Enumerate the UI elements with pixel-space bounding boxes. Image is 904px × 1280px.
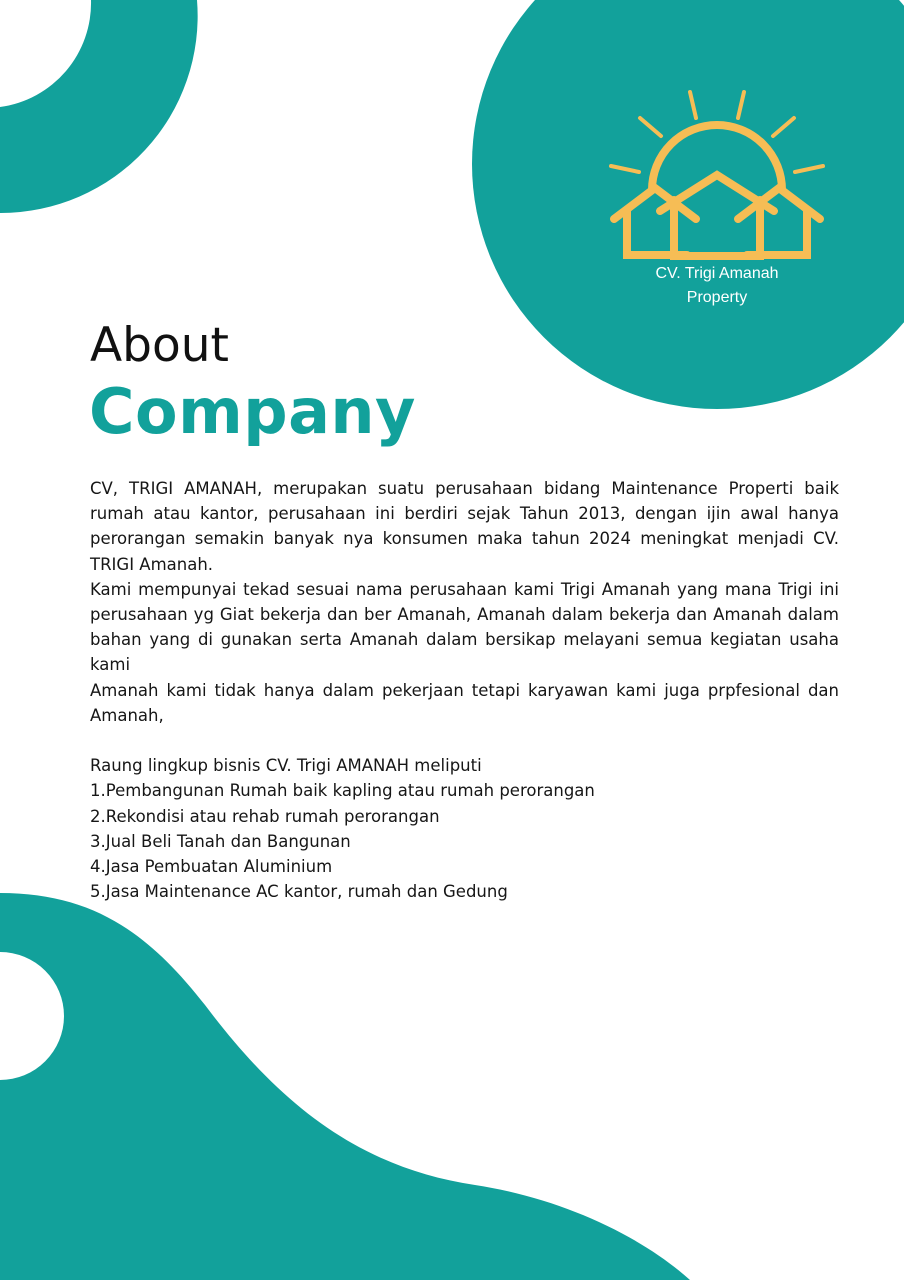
services-list (90, 778, 839, 904)
logo-caption-tagline: Property (686, 289, 748, 306)
heading-company: Company (89, 375, 416, 448)
logo-caption-company: CV. Trigi Amanah (655, 265, 779, 282)
sun-over-houses-logo (600, 80, 834, 270)
heading-about: About (90, 318, 229, 373)
intro-paragraph: CV, TRIGI AMANAH, merupakan suatu perusahaan bidang Maintenance Properti baik rumah atau kantor, perusahaan ini berdiri sejak Tahun 2013, dengan ijin awal hanya perorangan semakin banyak nya konsumen maka tahun 2024 meningkat menjadi CV. TRIGI Amanah. (90, 479, 839, 574)
mission-paragraph: Kami mempunyai tekad sesuai nama perusahaan kami Trigi Amanah yang mana Trigi ini perusahaan yg Giat bekerja dan ber Amanah, Amanah dalam bekerja dan Amanah dalam bahan yang di gunakan serta Amanah dalam bersikap melayani semua kegiatan usaha kami (90, 579, 839, 675)
top-left-ring-shape (0, 0, 198, 213)
service-item: 3.Jual Beli Tanah dan Bangunan (90, 831, 351, 851)
logo-caption (610, 262, 824, 310)
service-item: 1.Pembangunan Rumah baik kapling atau rumah perorangan (90, 781, 595, 801)
about-body (90, 476, 839, 904)
staff-paragraph: Amanah kami tidak hanya dalam pekerjaan tetapi karyawan kami juga prpfesional dan Amanah, (90, 680, 839, 725)
bottom-wave-shape (0, 893, 690, 1280)
services-intro: Raung lingkup bisnis CV. Trigi AMANAH meliputi (90, 756, 482, 776)
service-item: 5.Jasa Maintenance AC kantor, rumah dan Gedung (90, 882, 508, 902)
paragraph-spacer (90, 728, 839, 753)
service-item: 4.Jasa Pembuatan Aluminium (90, 857, 333, 877)
services-section (90, 753, 839, 904)
service-item: 2.Rekondisi atau rehab rumah perorangan (90, 806, 440, 826)
